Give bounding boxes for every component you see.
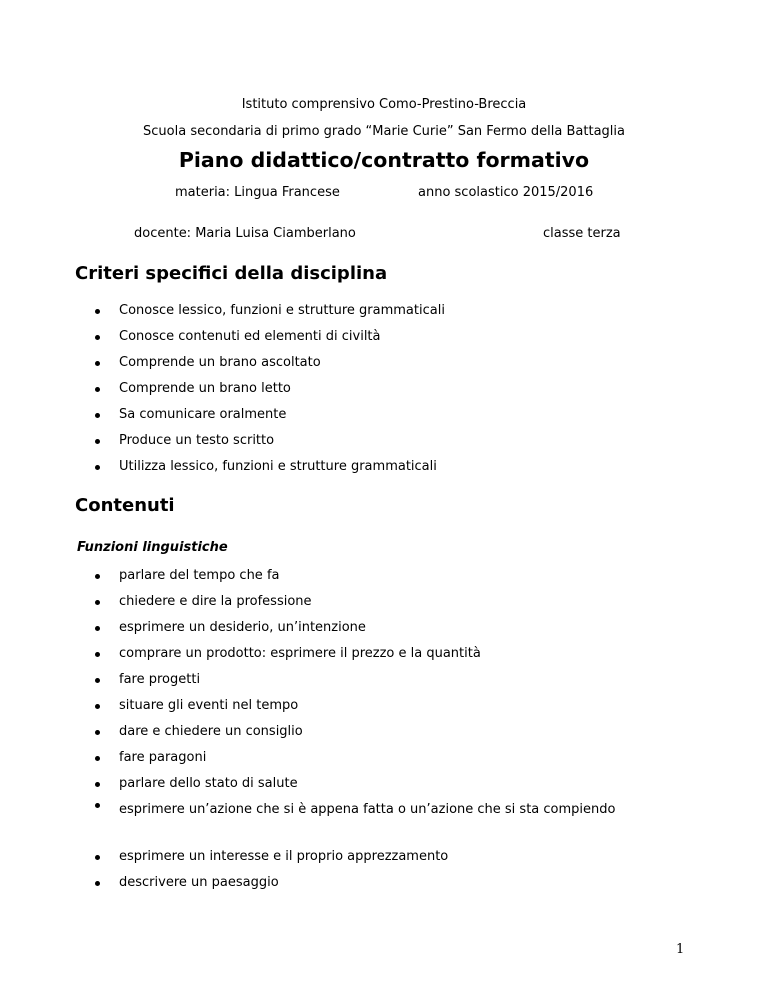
list-item: esprimere un interesse e il proprio apprezzamento xyxy=(0,849,768,875)
subject-label: materia: Lingua Francese xyxy=(175,185,340,200)
bullet-icon xyxy=(95,387,100,392)
bullet-icon xyxy=(95,413,100,418)
bullet-icon xyxy=(95,730,100,735)
bullet-icon xyxy=(95,439,100,444)
bullet-icon xyxy=(95,855,100,860)
list-item: esprimere un desiderio, un’intenzione xyxy=(0,620,768,646)
page-number: 1 xyxy=(676,942,685,957)
document-title: Piano didattico/contratto formativo xyxy=(178,148,590,172)
list-item: comprare un prodotto: esprimere il prezzo e la quantità xyxy=(0,646,768,672)
list-item: Sa comunicare oralmente xyxy=(0,407,768,433)
list-item: Comprende un brano ascoltato xyxy=(0,355,768,381)
list-item: Utilizza lessico, funzioni e strutture grammaticali xyxy=(0,459,768,485)
bullet-icon xyxy=(95,600,100,605)
bullet-icon xyxy=(95,335,100,340)
bullet-icon xyxy=(95,626,100,631)
bullet-icon xyxy=(95,782,100,787)
list-item: Conosce lessico, funzioni e strutture grammaticali xyxy=(0,303,768,329)
list-item: esprimere un’azione che si è appena fatta o un’azione che si sta compiendo xyxy=(0,797,768,849)
functions-subheading: Funzioni linguistiche xyxy=(77,540,228,555)
list-item: situare gli eventi nel tempo xyxy=(0,698,768,724)
list-item: dare e chiedere un consiglio xyxy=(0,724,768,750)
class-label: classe terza xyxy=(543,226,621,241)
list-item: parlare dello stato di salute xyxy=(0,776,768,802)
list-item: Comprende un brano letto xyxy=(0,381,768,407)
list-item: descrivere un paesaggio xyxy=(0,875,768,901)
bullet-icon xyxy=(95,574,100,579)
school-year-label: anno scolastico 2015/2016 xyxy=(418,185,594,200)
contents-heading: Contenuti xyxy=(75,495,175,516)
school-subtitle: Scuola secondaria di primo grado “Marie Curie” San Fermo della Battaglia xyxy=(143,124,625,139)
functions-list xyxy=(0,568,768,901)
criteria-list xyxy=(0,303,768,485)
list-item: parlare del tempo che fa xyxy=(0,568,768,594)
list-item: chiedere e dire la professione xyxy=(0,594,768,620)
bullet-icon xyxy=(95,309,100,314)
bullet-icon xyxy=(95,881,100,886)
criteria-heading: Criteri specifici della disciplina xyxy=(75,263,388,284)
list-item: fare paragoni xyxy=(0,750,768,776)
bullet-icon xyxy=(95,704,100,709)
teacher-label: docente: Maria Luisa Ciamberlano xyxy=(134,226,356,241)
school-name: Istituto comprensivo Como-Prestino-Breccia xyxy=(241,97,527,112)
bullet-icon xyxy=(95,756,100,761)
bullet-icon xyxy=(95,678,100,683)
list-item: Produce un testo scritto xyxy=(0,433,768,459)
bullet-icon xyxy=(95,803,100,808)
bullet-icon xyxy=(95,652,100,657)
list-item: Conosce contenuti ed elementi di civiltà xyxy=(0,329,768,355)
bullet-icon xyxy=(95,465,100,470)
bullet-icon xyxy=(95,361,100,366)
list-item: fare progetti xyxy=(0,672,768,698)
